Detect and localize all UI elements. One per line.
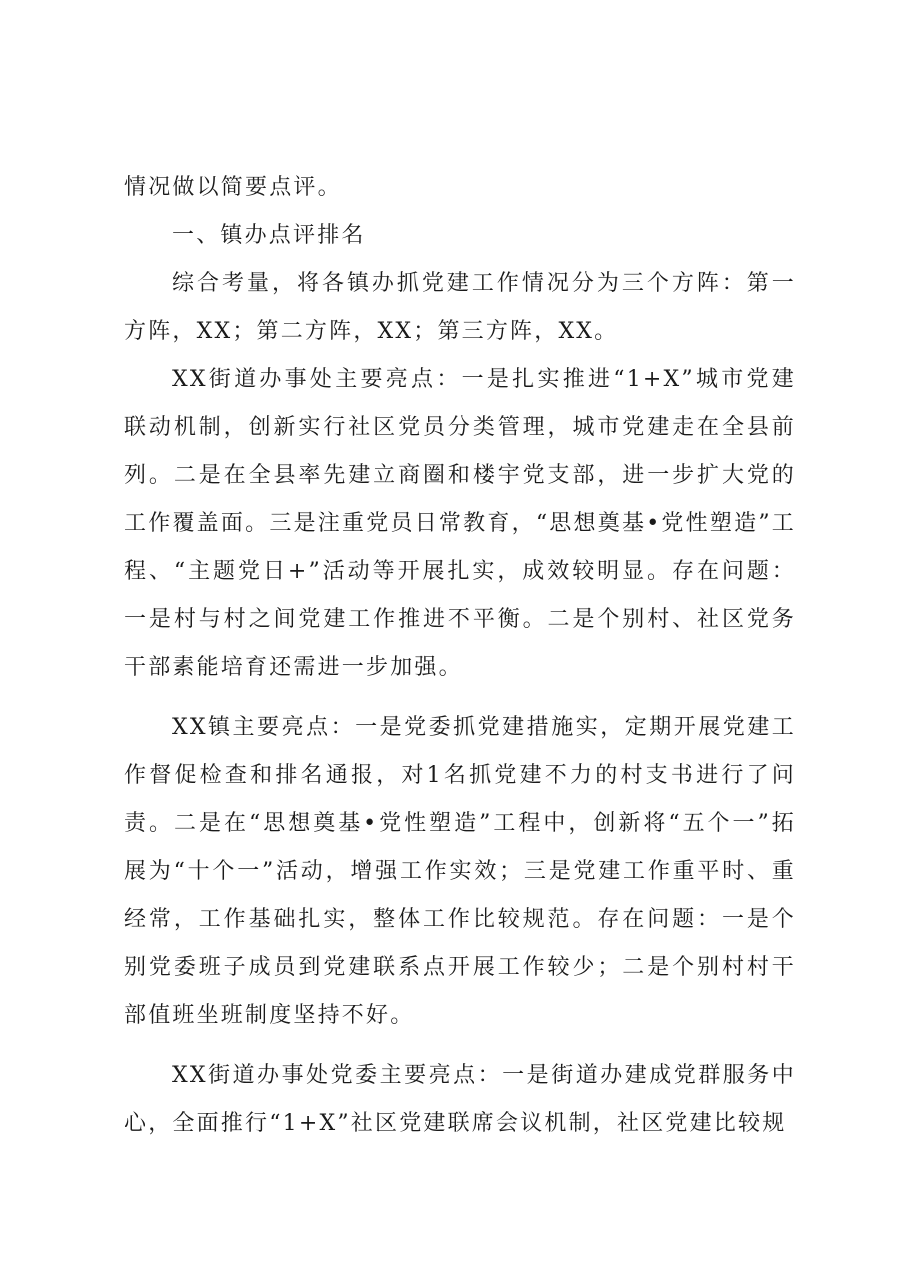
paragraph-ranking: 综合考量，将各镇办抓党建工作情况分为三个方阵：第一方阵，XX；第二方阵，XX；第三方阵，XX。 bbox=[124, 271, 796, 344]
paragraph-continuation: 情况做以简要点评。 bbox=[124, 175, 342, 200]
paragraph-street-office: XX街道办事处主要亮点：一是扎实推进“1+X”城市党建联动机制，创新实行社区党员分类管理，城市党建走在全县前列。二是在全县率先建立商圈和楼宇党支部，进一步扩大党的工作覆盖面。三是注重党员日常教育，“思想奠基•党性塑造”工程、“主题党日+”活动等开展扎实，成效较明显。存在问题：一是村与村之间党建工作推进不平衡。二是个别村、社区党务干部素能培育还需进一步加强。 bbox=[124, 367, 796, 680]
section-heading: 一、镇办点评排名 bbox=[172, 223, 366, 248]
paragraph-street-party-committee: XX街道办事处党委主要亮点：一是街道办建成党群服务中心，全面推行“1+X”社区党建联席会议机制，社区党建比较规 bbox=[124, 1063, 796, 1136]
paragraph-town: XX镇主要亮点：一是党委抓党建措施实，定期开展党建工作督促检查和排名通报，对1名抓党建不力的村支书进行了问责。二是在“思想奠基•党性塑造”工程中，创新将“五个一”拓展为“十个一”活动，增强工作实效；三是党建工作重平时、重经常，工作基础扎实，整体工作比较规范。存在问题：一是个别党委班子成员到党建联系点开展工作较少；二是个别村村干部值班坐班制度坚持不好。 bbox=[124, 715, 796, 1028]
document-body bbox=[124, 164, 796, 1148]
